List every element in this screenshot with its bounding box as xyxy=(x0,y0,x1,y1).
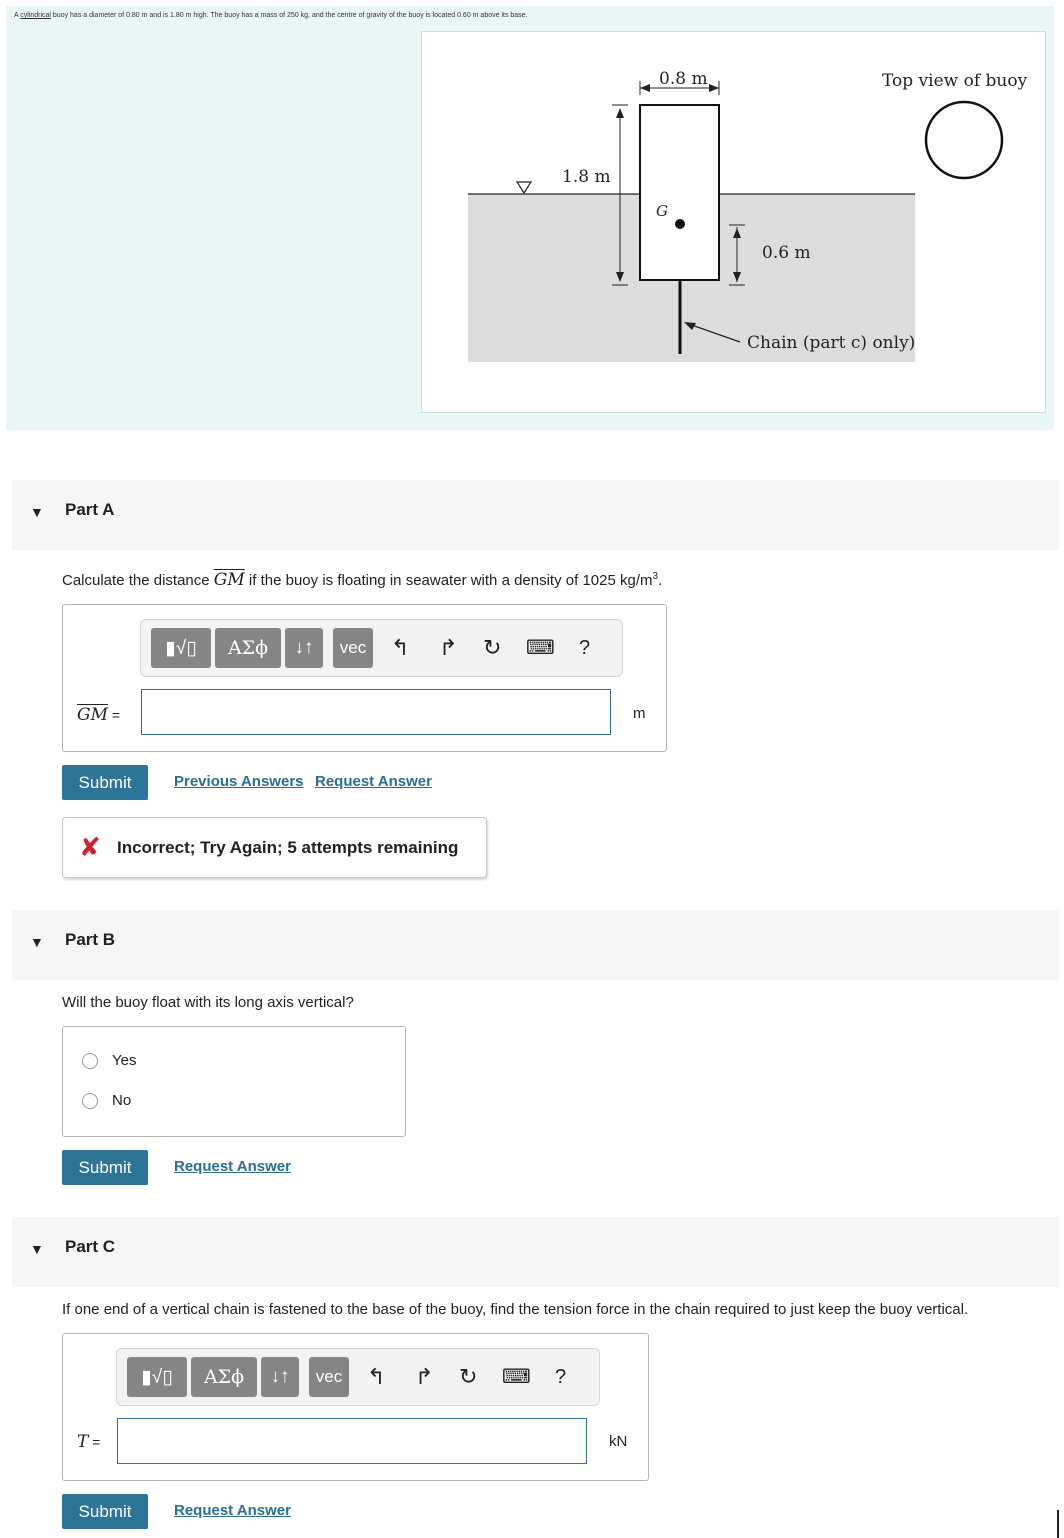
part-a-request-answer-link[interactable]: Request Answer xyxy=(315,773,432,790)
buoy-diagram xyxy=(422,32,1047,414)
t-unit: kN xyxy=(609,1433,628,1450)
problem-panel xyxy=(6,6,1054,430)
yes-radio[interactable] xyxy=(82,1053,98,1069)
diameter-label: 0.8 m xyxy=(659,69,708,89)
greek-symbols-button[interactable]: ΑΣϕ xyxy=(215,628,281,668)
no-label[interactable]: No xyxy=(112,1092,132,1109)
redo-icon[interactable]: ↱ xyxy=(439,635,458,660)
top-view-circle xyxy=(926,102,1002,178)
undo-icon[interactable]: ↰ xyxy=(367,1364,386,1389)
gm-answer-label: $\overline{GM}$ = xyxy=(77,705,121,725)
keyboard-icon[interactable]: ⌨ xyxy=(526,637,555,659)
feedback-message: Incorrect; Try Again; 5 attempts remaining xyxy=(117,838,459,857)
no-radio[interactable] xyxy=(82,1093,98,1109)
part-c-request-answer-link[interactable]: Request Answer xyxy=(174,1502,291,1519)
templates-button[interactable]: ▮√▯ xyxy=(127,1357,187,1397)
cg-height-label: 0.6 m xyxy=(762,243,811,263)
incorrect-x-icon: ✘ xyxy=(79,832,101,862)
part-a-answer-box xyxy=(62,604,667,752)
part-b-submit-button[interactable]: Submit xyxy=(62,1150,148,1185)
keyboard-icon[interactable]: ⌨ xyxy=(502,1366,531,1388)
centre-of-gravity-dot xyxy=(675,219,685,229)
collapse-triangle-icon[interactable]: ▼ xyxy=(30,934,44,950)
water-level-icon xyxy=(517,182,531,193)
greek-symbols-button[interactable]: ΑΣϕ xyxy=(191,1357,257,1397)
part-c-answer-box xyxy=(62,1333,649,1481)
part-a-title: Part A xyxy=(65,500,115,519)
part-b-request-answer-link[interactable]: Request Answer xyxy=(174,1158,291,1175)
help-icon[interactable]: ? xyxy=(555,1366,567,1388)
part-b-title: Part B xyxy=(65,930,116,949)
part-a-submit-button[interactable]: Submit xyxy=(62,765,148,800)
redo-icon[interactable]: ↱ xyxy=(415,1364,434,1389)
height-label: 1.8 m xyxy=(562,167,611,187)
gm-answer-input[interactable] xyxy=(141,689,611,735)
vector-button[interactable]: vec xyxy=(333,628,373,668)
incorrect-feedback xyxy=(62,817,487,878)
buoy-body xyxy=(640,105,719,280)
part-c-title: Part C xyxy=(65,1237,116,1256)
part-c-header[interactable] xyxy=(12,1217,1059,1287)
g-label: G xyxy=(656,202,668,220)
gm-unit: m xyxy=(633,705,646,722)
reset-icon[interactable]: ↻ xyxy=(459,1364,478,1389)
math-toolbar xyxy=(140,619,623,677)
problem-text-rest: buoy has a diameter of 0.80 m and is 1.80 m high. The buoy has a mass of 250 kg, and the centre of gravity of the buoy is located 0.60 m above its base. xyxy=(50,12,528,19)
collapse-triangle-icon[interactable]: ▼ xyxy=(30,504,44,520)
subscript-superscript-button[interactable]: ↓↑ xyxy=(261,1357,299,1397)
problem-statement xyxy=(14,12,528,19)
yes-label[interactable]: Yes xyxy=(112,1052,137,1069)
vector-button[interactable]: vec xyxy=(309,1357,349,1397)
templates-button[interactable]: ▮√▯ xyxy=(151,628,211,668)
collapse-triangle-icon[interactable]: ▼ xyxy=(30,1241,44,1257)
part-c-question: If one end of a vertical chain is fastened to the base of the buoy, find the tension force in the chain required to just keep the buoy vertical. xyxy=(62,1301,969,1318)
help-icon[interactable]: ? xyxy=(579,637,591,659)
subscript-superscript-button[interactable]: ↓↑ xyxy=(285,628,323,668)
math-toolbar xyxy=(116,1348,600,1406)
buoy-figure xyxy=(421,31,1046,413)
cylindrical-link[interactable]: cylindrical xyxy=(20,12,51,19)
text-cursor xyxy=(1057,1510,1059,1538)
part-b-header[interactable] xyxy=(12,910,1059,980)
part-b-question: Will the buoy float with its long axis vertical? xyxy=(62,994,354,1011)
t-answer-input[interactable] xyxy=(117,1418,587,1464)
part-a-header[interactable] xyxy=(12,480,1059,550)
previous-answers-link[interactable]: Previous Answers xyxy=(174,773,304,790)
problem-text-start: A xyxy=(14,12,21,19)
top-view-label: Top view of buoy xyxy=(882,71,1028,91)
part-b-choices xyxy=(62,1026,406,1137)
part-a-question: Calculate the distance $\overline{GM}$ if the buoy is floating in seawater with a density of 1025 $kg/m^3$. xyxy=(62,570,663,590)
part-c-submit-button[interactable]: Submit xyxy=(62,1494,148,1529)
t-answer-label: T = xyxy=(77,1432,101,1452)
reset-icon[interactable]: ↻ xyxy=(483,635,502,660)
chain-label: Chain (part c) only) xyxy=(747,333,916,353)
undo-icon[interactable]: ↰ xyxy=(391,635,410,660)
